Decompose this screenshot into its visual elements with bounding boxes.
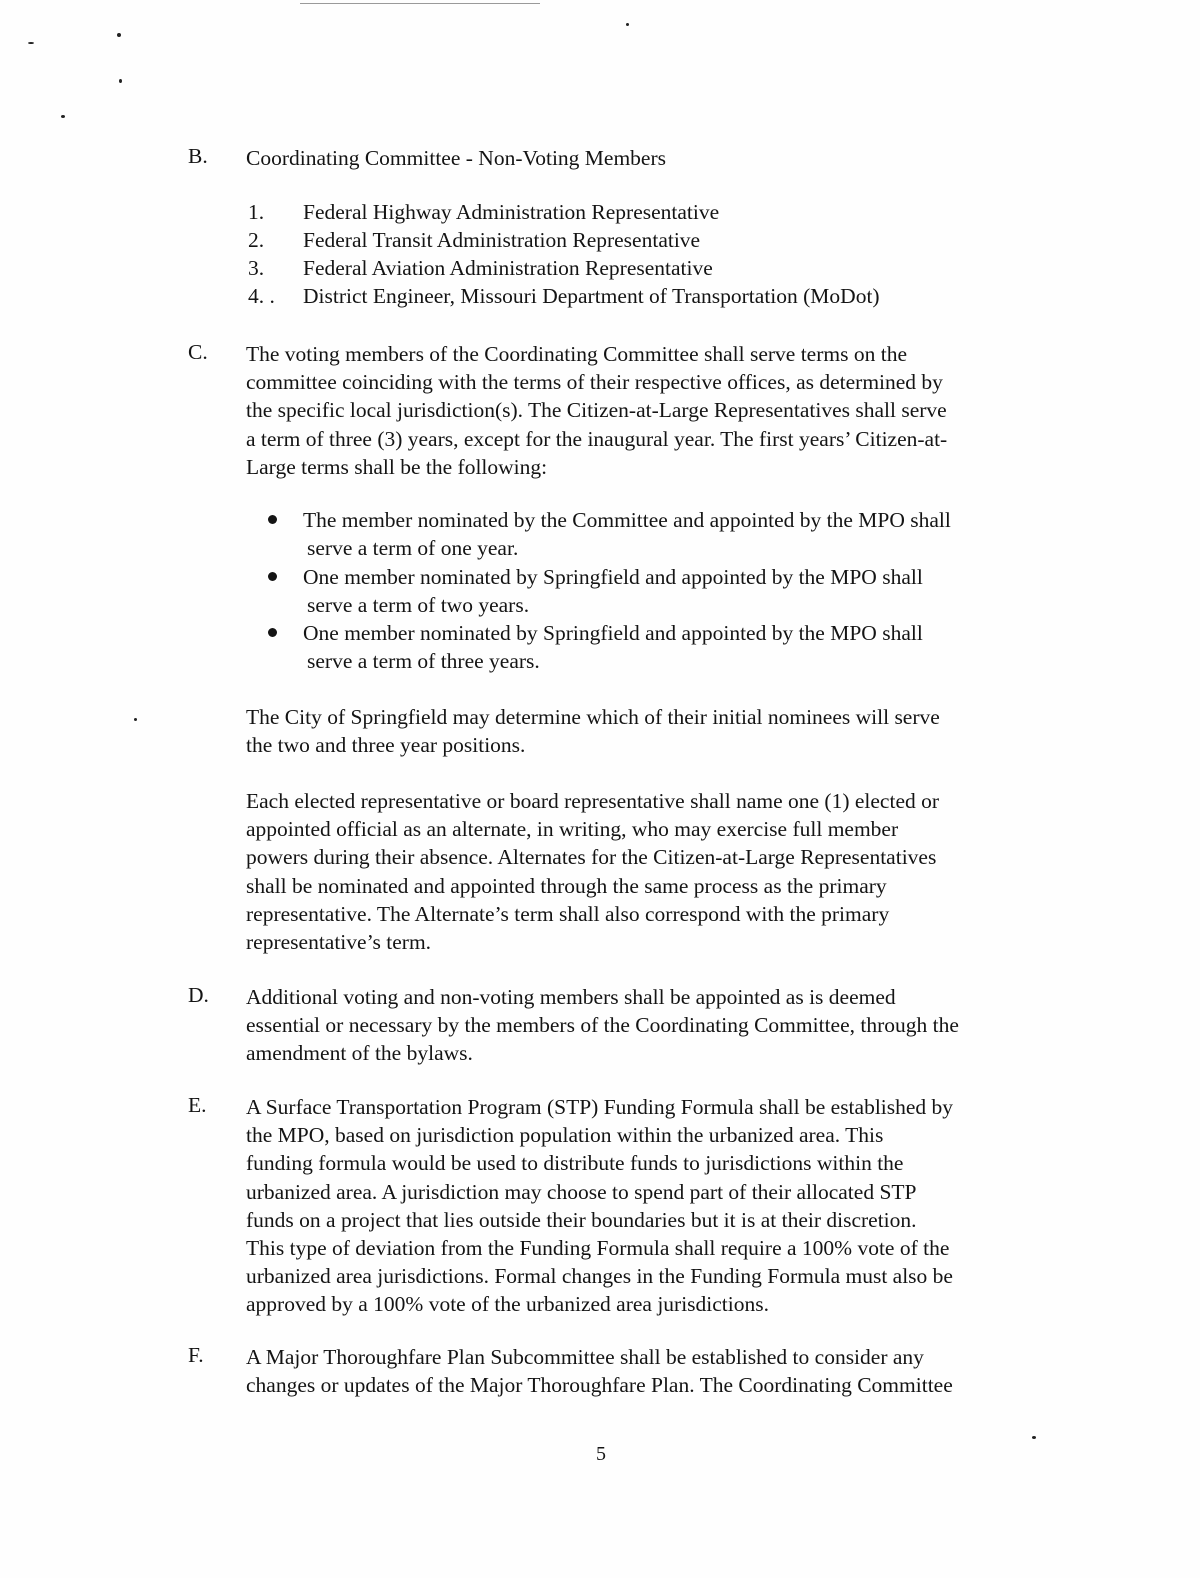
paragraph-line: A Surface Transportation Program (STP) Funding Formula shall be established by bbox=[246, 1095, 954, 1119]
paragraph-line: the two and three year positions. bbox=[246, 733, 526, 758]
bullet-line: One member nominated by Springfield and appointed by the MPO shall bbox=[303, 565, 923, 589]
list-item-number: 2. bbox=[248, 228, 265, 252]
paragraph-line: the MPO, based on jurisdiction population within the urbanized area. This bbox=[246, 1123, 884, 1148]
bullet-line: The member nominated by the Committee and appointed by the MPO shall bbox=[303, 508, 951, 532]
scan-speck bbox=[28, 42, 34, 44]
section-f-letter: F. bbox=[188, 1343, 204, 1367]
bullet-icon bbox=[268, 572, 277, 581]
paragraph-line: representative’s term. bbox=[246, 930, 432, 955]
list-item-text: District Engineer, Missouri Department of Transportation (MoDot) bbox=[303, 284, 880, 308]
paragraph-line: committee coinciding with the terms of their respective offices, as determined by bbox=[246, 370, 943, 395]
paragraph-line: funds on a project that lies outside their boundaries but it is at their discretion. bbox=[246, 1207, 917, 1232]
bullet-item bbox=[303, 506, 951, 562]
section-d-letter: D. bbox=[188, 983, 209, 1007]
paragraph-line: The voting members of the Coordinating Committee shall serve terms on the bbox=[246, 342, 907, 366]
paragraph-line: approved by a 100% vote of the urbanized area jurisdictions. bbox=[246, 1292, 769, 1317]
section-c-paragraph-3 bbox=[246, 787, 1046, 956]
paragraph-line: essential or necessary by the members of the Coordinating Committee, through the bbox=[246, 1013, 959, 1038]
scan-speck bbox=[119, 79, 122, 83]
scan-artifact-line bbox=[300, 3, 540, 4]
section-b-letter: B. bbox=[188, 144, 208, 168]
paragraph-line: urbanized area. A jurisdiction may choose to spend part of their allocated STP bbox=[246, 1179, 917, 1204]
list-item-text: Federal Highway Administration Representative bbox=[303, 200, 720, 224]
paragraph-line: The City of Springfield may determine which of their initial nominees will serve bbox=[246, 705, 940, 729]
paragraph-line: changes or updates of the Major Thoroughfare Plan. The Coordinating Committee bbox=[246, 1373, 953, 1398]
list-item-number: 4. . bbox=[248, 284, 275, 308]
section-b-heading bbox=[246, 144, 1046, 172]
paragraph-line: urbanized area jurisdictions. Formal changes in the Funding Formula must also be bbox=[246, 1264, 953, 1289]
paragraph-line: Each elected representative or board representative shall name one (1) elected or bbox=[246, 789, 940, 813]
paragraph-line: This type of deviation from the Funding Formula shall require a 100% vote of the bbox=[246, 1236, 950, 1261]
section-c-letter: C. bbox=[188, 340, 208, 364]
bullet-icon bbox=[268, 628, 277, 637]
section-f-paragraph bbox=[246, 1343, 1046, 1399]
section-b-heading-text: Coordinating Committee - Non-Voting Members bbox=[246, 146, 667, 170]
list-item-number: 1. bbox=[248, 200, 265, 224]
bullet-line: serve a term of one year. bbox=[307, 536, 519, 561]
page-number: 5 bbox=[596, 1443, 606, 1465]
list-item-text: Federal Aviation Administration Representative bbox=[303, 256, 713, 280]
section-e-letter: E. bbox=[188, 1093, 207, 1117]
list-item-text: Federal Transit Administration Representative bbox=[303, 228, 701, 252]
paragraph-line: appointed official as an alternate, in writing, who may exercise full member bbox=[246, 817, 899, 842]
paragraph-line: a term of three (3) years, except for the inaugural year. The first years’ Citizen-at- bbox=[246, 426, 948, 451]
paragraph-line: A Major Thoroughfare Plan Subcommittee shall be established to consider any bbox=[246, 1345, 924, 1369]
scan-speck bbox=[134, 718, 137, 721]
paragraph-line: Large terms shall be the following: bbox=[246, 454, 548, 479]
bullet-item bbox=[303, 563, 923, 619]
bullet-icon bbox=[268, 515, 277, 524]
bullet-line: One member nominated by Springfield and appointed by the MPO shall bbox=[303, 621, 923, 645]
paragraph-line: amendment of the bylaws. bbox=[246, 1041, 473, 1066]
section-c-paragraph-2 bbox=[246, 703, 1046, 759]
scan-speck bbox=[1032, 1436, 1036, 1439]
paragraph-line: powers during their absence. Alternates for the Citizen-at-Large Representatives bbox=[246, 845, 937, 870]
bullet-line: serve a term of two years. bbox=[307, 593, 530, 618]
paragraph-line: the specific local jurisdiction(s). The Citizen-at-Large Representatives shall serve bbox=[246, 398, 947, 423]
section-c-paragraph bbox=[246, 340, 1046, 481]
scan-speck bbox=[61, 115, 65, 118]
scan-speck bbox=[117, 33, 121, 37]
bullet-line: serve a term of three years. bbox=[307, 649, 540, 674]
section-e-paragraph bbox=[246, 1093, 1046, 1319]
scan-speck bbox=[626, 23, 629, 26]
paragraph-line: shall be nominated and appointed through the same process as the primary bbox=[246, 873, 887, 898]
bullet-item bbox=[303, 619, 923, 675]
paragraph-line: funding formula would be used to distribute funds to jurisdictions within the bbox=[246, 1151, 904, 1176]
paragraph-line: representative. The Alternate’s term shall also correspond with the primary bbox=[246, 901, 890, 926]
paragraph-line: Additional voting and non-voting members shall be appointed as is deemed bbox=[246, 985, 896, 1009]
list-item-number: 3. bbox=[248, 256, 265, 280]
section-d-paragraph bbox=[246, 983, 1046, 1068]
